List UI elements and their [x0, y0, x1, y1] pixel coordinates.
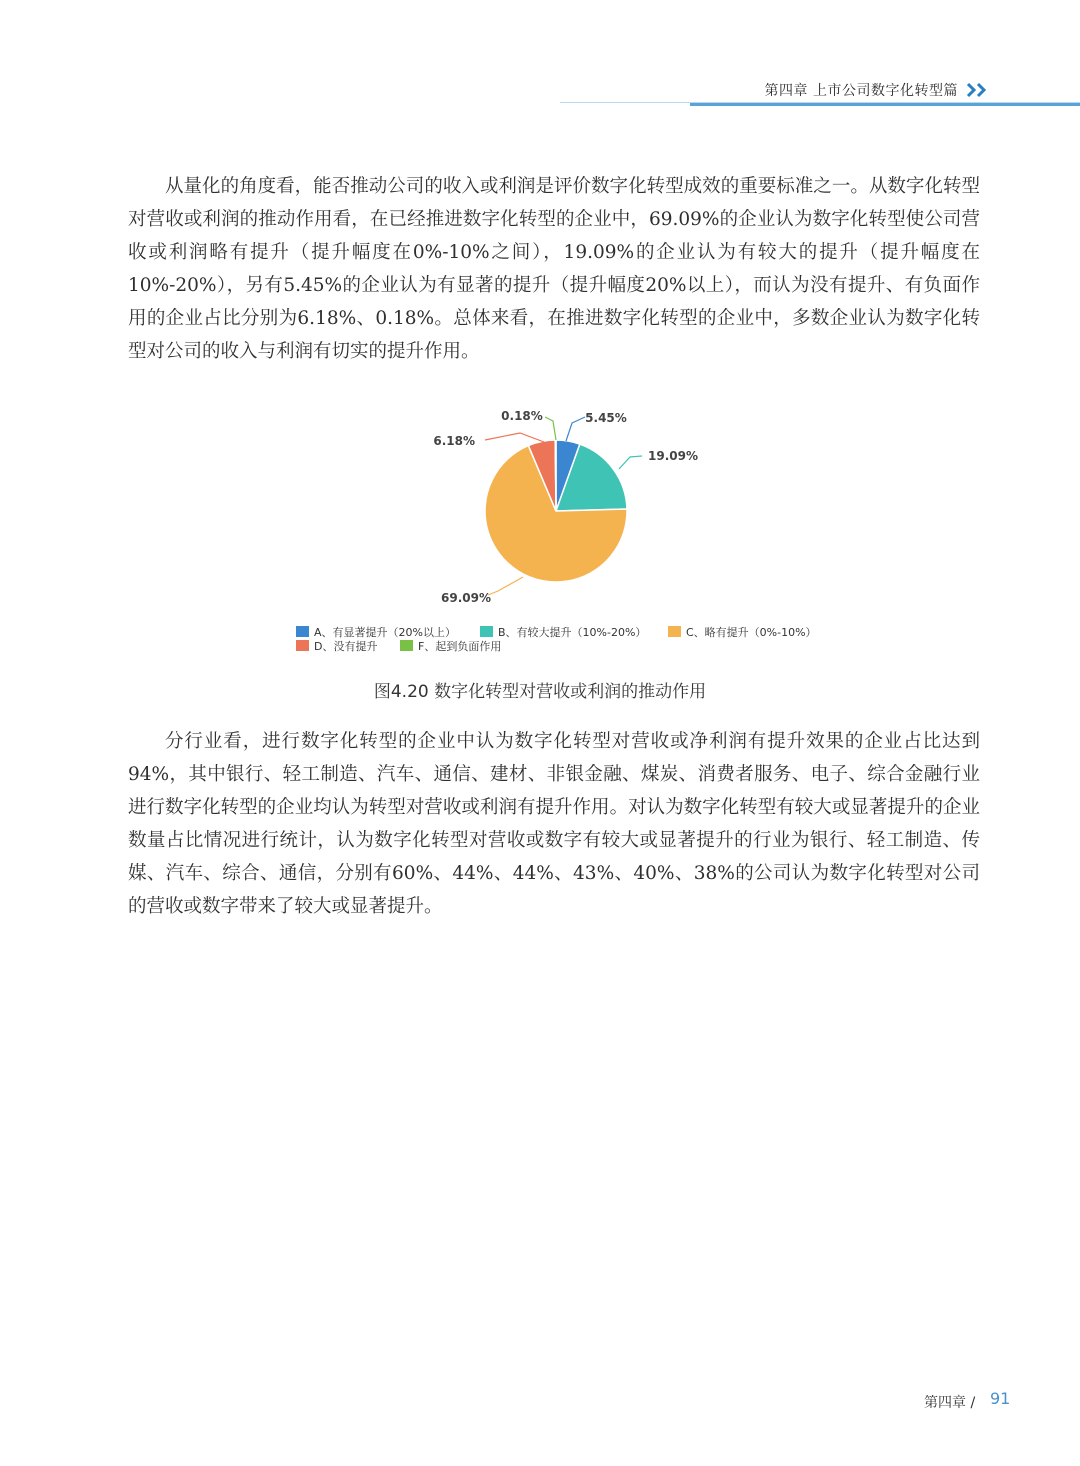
page-header [0, 0, 1080, 110]
legend-label-c: C、略有提升（0%-10%） [686, 626, 817, 639]
legend-swatch-d [296, 640, 309, 651]
data-label-f: 0.18% [501, 409, 543, 423]
double-chevron-right-icon [966, 81, 990, 99]
legend-swatch-f [400, 640, 413, 651]
data-label-c: 69.09% [441, 591, 491, 605]
leader-line-d [485, 433, 544, 442]
leader-line-f [545, 417, 556, 440]
leader-line-a [566, 417, 585, 441]
legend-label-b: B、有较大提升（10%-20%） [498, 626, 647, 639]
footer-chapter-label: 第四章 / [924, 1395, 976, 1411]
chapter-title: 第四章 上市公司数字化转型篇 [764, 83, 958, 99]
leader-line-c [488, 577, 523, 595]
body-paragraph-1: 从量化的角度看，能否推动公司的收入或利润是评价数字化转型成效的重要标准之一。从数字化转型对营收或利润的推动作用看，在已经推进数字化转型的企业中，69.09%的企业认为数字化转型使公司营收或利润略有提升（提升幅度在0%-10%之间），19.09%的企业认为有较大的提升（提升幅度在10%-20%），另有5.45%的企业认为有显著的提升（提升幅度20%以上），而认为没有提升、有负面作用的企业占比分别为6.18%、0.18%。总体来看，在推进数字化转型的企业中，多数企业认为数字化转型对公司的收入与利润有切实的提升作用。 [128, 176, 980, 362]
leader-line-b [619, 456, 642, 469]
header-divider-thick [690, 103, 1080, 106]
legend-swatch-b [480, 626, 493, 637]
pie-slice-f [555, 440, 556, 511]
figure-caption: 图4.20 数字化转型对营收或利润的推动作用 [373, 682, 707, 702]
legend-label-d: D、没有提升 [314, 640, 378, 653]
data-label-a: 5.45% [585, 411, 627, 425]
pie-chart [280, 395, 840, 665]
legend-label-a: A、有显著提升（20%以上） [314, 626, 456, 639]
legend-swatch-a [296, 626, 309, 637]
page-number: 91 [990, 1389, 1011, 1408]
legend-label-f: F、起到负面作用 [418, 640, 502, 653]
data-label-b: 19.09% [648, 449, 698, 463]
data-label-d: 6.18% [433, 434, 475, 448]
body-paragraph-2: 分行业看，进行数字化转型的企业中认为数字化转型对营收或净利润有提升效果的企业占比达到94%，其中银行、轻工制造、汽车、通信、建材、非银金融、煤炭、消费者服务、电子、综合金融行业进行数字化转型的企业均认为转型对营收或利润有提升作用。对认为数字化转型有较大或显著提升的企业数量占比情况进行统计，认为数字化转型对营收或数字有较大或显著提升的行业为银行、轻工制造、传媒、汽车、综合、通信，分别有60%、44%、44%、43%、40%、38%的公司认为数字化转型对公司的营收或数字带来了较大或显著提升。 [128, 731, 980, 917]
legend-swatch-c [668, 626, 681, 637]
